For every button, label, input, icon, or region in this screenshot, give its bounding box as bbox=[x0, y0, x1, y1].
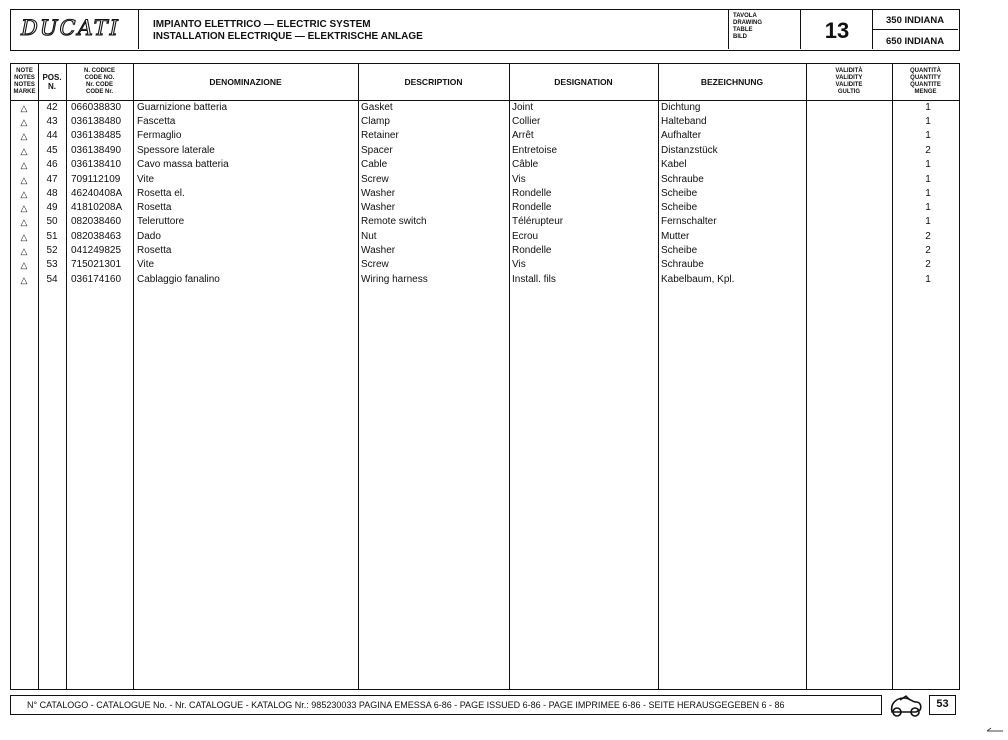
row-denominazione: Teleruttore bbox=[137, 216, 185, 227]
row-code: 036138490 bbox=[71, 145, 122, 156]
note-triangle-icon: △ bbox=[20, 146, 28, 156]
table-label-box bbox=[729, 10, 801, 49]
table-row bbox=[11, 201, 959, 215]
catalogue-footer bbox=[10, 695, 882, 715]
row-denominazione: Guarnizione batteria bbox=[137, 102, 228, 113]
row-quantity: 1 bbox=[925, 130, 931, 141]
row-bezeichnung: Halteband bbox=[661, 116, 707, 127]
row-bezeichnung: Kabel bbox=[661, 159, 687, 170]
row-bezeichnung: Dichtung bbox=[661, 102, 701, 113]
row-quantity: 1 bbox=[925, 159, 931, 170]
table-row bbox=[11, 101, 959, 115]
note-triangle-icon: △ bbox=[20, 275, 28, 285]
row-bezeichnung: Fernschalter bbox=[661, 216, 717, 227]
row-pos: 46 bbox=[46, 159, 58, 170]
row-quantity: 1 bbox=[925, 174, 931, 185]
row-designation: Vis bbox=[512, 174, 526, 185]
note-triangle-icon: △ bbox=[20, 117, 28, 127]
table-row bbox=[11, 158, 959, 172]
col-header-description: DESCRIPTION bbox=[404, 76, 463, 87]
note-triangle-icon: △ bbox=[20, 217, 28, 227]
row-pos: 42 bbox=[46, 102, 58, 113]
row-pos: 51 bbox=[46, 231, 58, 242]
row-quantity: 1 bbox=[925, 116, 931, 127]
row-code: 46240408A bbox=[71, 188, 123, 199]
row-denominazione: Cavo massa batteria bbox=[137, 159, 229, 170]
row-pos: 47 bbox=[46, 174, 58, 185]
table-row bbox=[11, 115, 959, 129]
row-designation: Install. fils bbox=[512, 274, 556, 285]
row-description: Wiring harness bbox=[361, 274, 428, 285]
model-1: 350 INDIANA bbox=[886, 15, 945, 26]
row-pos: 45 bbox=[46, 145, 58, 156]
row-code: 082038463 bbox=[71, 231, 122, 242]
row-pos: 53 bbox=[46, 259, 58, 270]
row-quantity: 2 bbox=[925, 231, 931, 242]
note-triangle-icon: △ bbox=[20, 160, 28, 170]
table-row bbox=[11, 258, 959, 272]
models-box bbox=[873, 10, 958, 49]
row-quantity: 1 bbox=[925, 188, 931, 199]
row-quantity: 2 bbox=[925, 245, 931, 256]
col-header-bezeichnung: BEZEICHNUNG bbox=[700, 76, 764, 87]
row-code: 709112109 bbox=[71, 174, 121, 185]
row-quantity: 2 bbox=[925, 259, 931, 270]
row-denominazione: Vite bbox=[137, 174, 155, 185]
row-description: Nut bbox=[361, 231, 377, 242]
table-label: TABLE bbox=[733, 27, 753, 33]
row-pos: 52 bbox=[46, 245, 58, 256]
row-designation: Joint bbox=[512, 102, 534, 113]
table-row bbox=[11, 144, 959, 158]
row-description: Washer bbox=[361, 188, 396, 199]
row-denominazione: Rosetta bbox=[137, 202, 172, 213]
logo-box bbox=[11, 10, 139, 49]
col-header-notes: NOTE NOTES NOTES MARKE bbox=[13, 68, 36, 95]
row-bezeichnung: Mutter bbox=[661, 231, 690, 242]
table-label: TAVOLA bbox=[733, 13, 757, 19]
note-triangle-icon: △ bbox=[20, 189, 28, 199]
margin-arrow-icon bbox=[985, 726, 1005, 736]
note-triangle-icon: △ bbox=[20, 260, 28, 270]
row-denominazione: Rosetta bbox=[137, 245, 172, 256]
row-code: 036174160 bbox=[71, 274, 122, 285]
row-description: Cable bbox=[361, 159, 388, 170]
row-bezeichnung: Kabelbaum, Kpl. bbox=[661, 274, 735, 285]
row-code: 036138410 bbox=[71, 159, 122, 170]
parts-table bbox=[10, 63, 960, 690]
row-designation: Câble bbox=[512, 159, 539, 170]
row-designation: Rondelle bbox=[512, 188, 552, 199]
row-description: Retainer bbox=[361, 130, 399, 141]
row-description: Gasket bbox=[361, 102, 393, 113]
row-designation: Ecrou bbox=[512, 231, 539, 242]
row-denominazione: Dado bbox=[137, 231, 161, 242]
row-quantity: 1 bbox=[925, 216, 931, 227]
col-header-code: N. CODICE CODE NO. Nr. CODE CODE Nr. bbox=[83, 68, 115, 95]
row-designation: Vis bbox=[512, 259, 526, 270]
row-bezeichnung: Scheibe bbox=[661, 202, 698, 213]
row-designation: Télérupteur bbox=[512, 216, 564, 227]
row-bezeichnung: Aufhalter bbox=[661, 130, 702, 141]
row-pos: 48 bbox=[46, 188, 58, 199]
table-row bbox=[11, 173, 959, 187]
model-2: 650 INDIANA bbox=[886, 36, 945, 47]
page-number: 53 bbox=[929, 695, 956, 715]
note-triangle-icon: △ bbox=[20, 131, 28, 141]
row-quantity: 2 bbox=[925, 145, 931, 156]
table-number-box bbox=[801, 10, 873, 49]
row-description: Washer bbox=[361, 245, 396, 256]
row-code: 036138480 bbox=[71, 116, 122, 127]
table-row bbox=[11, 230, 959, 244]
row-denominazione: Fermaglio bbox=[137, 130, 182, 141]
row-denominazione: Vite bbox=[137, 259, 155, 270]
table-row bbox=[11, 129, 959, 143]
row-description: Remote switch bbox=[361, 216, 427, 227]
row-designation: Collier bbox=[512, 116, 541, 127]
ducati-logo: DUCATI bbox=[21, 16, 120, 40]
col-header-pos: POS. N. bbox=[42, 73, 62, 91]
row-description: Clamp bbox=[361, 116, 390, 127]
row-bezeichnung: Scheibe bbox=[661, 245, 698, 256]
col-header-validity: VALIDITÀ VALIDITY VALIDITE GULTIG bbox=[835, 68, 863, 95]
row-code: 036138485 bbox=[71, 130, 122, 141]
row-description: Screw bbox=[361, 259, 389, 270]
row-designation: Rondelle bbox=[512, 245, 552, 256]
table-row bbox=[11, 187, 959, 201]
row-pos: 49 bbox=[46, 202, 58, 213]
row-bezeichnung: Scheibe bbox=[661, 188, 698, 199]
table-number: 13 bbox=[824, 18, 850, 43]
row-pos: 50 bbox=[46, 216, 58, 227]
col-header-quantity: QUANTITÀ QUANTITY QUANTITE MENGE bbox=[910, 68, 941, 95]
row-denominazione: Fascetta bbox=[137, 116, 176, 127]
row-denominazione: Spessore laterale bbox=[137, 145, 215, 156]
row-code: 041249825 bbox=[71, 245, 122, 256]
row-bezeichnung: Distanzstück bbox=[661, 145, 718, 156]
row-bezeichnung: Schraube bbox=[661, 259, 704, 270]
note-triangle-icon: △ bbox=[20, 203, 28, 213]
row-denominazione: Cablaggio fanalino bbox=[137, 274, 220, 285]
footer-text: N° CATALOGO - CATALOGUE No. - Nr. CATALOGUE - KATALOG Nr.: 985230033 PAGINA EMESSA 6-86 - PAGE ISSUED 6-86 - PAGE IMPRIMEE 6-86 - SEITE HERAUSGEGEBEN 6 - 86 bbox=[27, 700, 785, 710]
row-description: Spacer bbox=[361, 145, 393, 156]
note-triangle-icon: △ bbox=[20, 232, 28, 242]
row-pos: 54 bbox=[46, 274, 58, 285]
title-box bbox=[139, 10, 729, 49]
note-triangle-icon: △ bbox=[20, 175, 28, 185]
title-line-1: IMPIANTO ELETTRICO — ELECTRIC SYSTEM bbox=[153, 19, 371, 30]
title-line-2: INSTALLATION ELECTRIQUE — ELEKTRISCHE ANLAGE bbox=[153, 31, 423, 42]
row-code: 715021301 bbox=[71, 259, 122, 270]
table-label: BILD bbox=[733, 34, 747, 40]
note-triangle-icon: △ bbox=[20, 246, 28, 256]
page-header bbox=[10, 9, 960, 51]
motorcycle-icon bbox=[886, 692, 926, 718]
table-row bbox=[11, 244, 959, 258]
row-description: Washer bbox=[361, 202, 396, 213]
col-header-designation: DESIGNATION bbox=[554, 76, 613, 87]
row-designation: Arrêt bbox=[512, 130, 534, 141]
row-code: 066038830 bbox=[71, 102, 122, 113]
row-designation: Rondelle bbox=[512, 202, 552, 213]
row-bezeichnung: Schraube bbox=[661, 174, 704, 185]
note-triangle-icon: △ bbox=[20, 103, 28, 113]
row-pos: 43 bbox=[46, 116, 58, 127]
row-pos: 44 bbox=[46, 130, 58, 141]
col-header-denominazione: DENOMINAZIONE bbox=[209, 76, 282, 87]
table-row bbox=[11, 273, 959, 287]
table-row bbox=[11, 215, 959, 229]
row-quantity: 1 bbox=[925, 274, 931, 285]
row-quantity: 1 bbox=[925, 202, 931, 213]
row-code: 41810208A bbox=[71, 202, 123, 213]
row-code: 082038460 bbox=[71, 216, 122, 227]
table-label: DRAWING bbox=[733, 20, 762, 26]
row-designation: Entretoise bbox=[512, 145, 558, 156]
row-description: Screw bbox=[361, 174, 389, 185]
row-denominazione: Rosetta el. bbox=[137, 188, 185, 199]
row-quantity: 1 bbox=[925, 102, 931, 113]
